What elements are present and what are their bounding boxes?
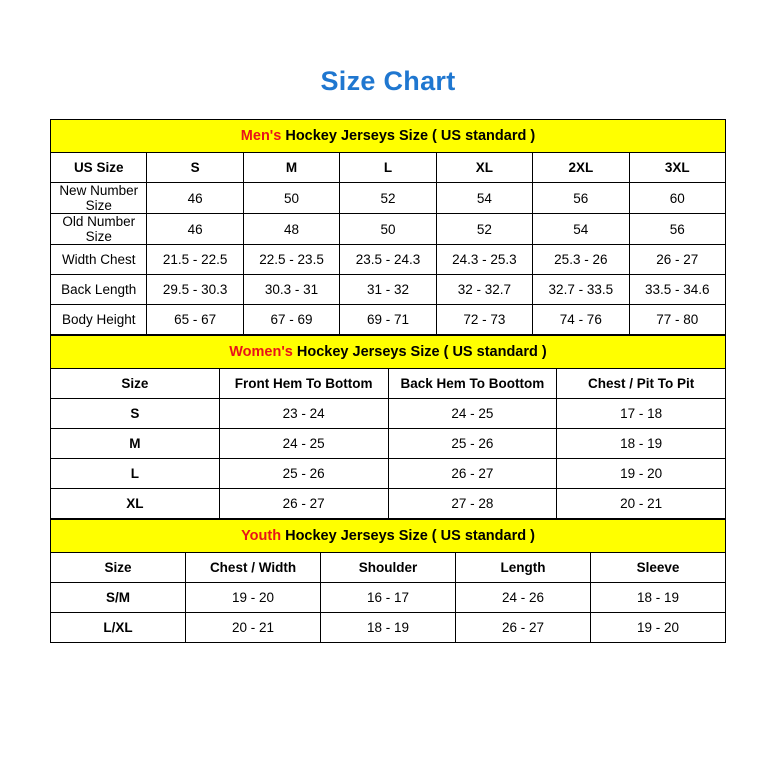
table-row xyxy=(51,613,726,643)
youth-row0-label: S/M xyxy=(51,583,186,613)
womens-row1-label: M xyxy=(51,429,220,459)
mens-header-row xyxy=(51,153,726,183)
mens-row1-cell-6: 56 xyxy=(629,214,725,245)
youth-header-cell-4: Sleeve xyxy=(591,553,726,583)
mens-row2-cell-1: 21.5 - 22.5 xyxy=(147,245,243,275)
womens-row3-cell-3: 20 - 21 xyxy=(557,489,726,519)
mens-row1-cell-1: 46 xyxy=(147,214,243,245)
mens-row0-cell-2: 50 xyxy=(243,183,339,214)
mens-banner-row xyxy=(51,120,726,153)
youth-row1-cell-3: 26 - 27 xyxy=(456,613,591,643)
youth-row1-label: L/XL xyxy=(51,613,186,643)
mens-row1-cell-4: 52 xyxy=(436,214,532,245)
mens-header-cell-0: US Size xyxy=(51,153,147,183)
youth-header-cell-2: Shoulder xyxy=(321,553,456,583)
womens-banner-rest: Hockey Jerseys Size ( US standard ) xyxy=(292,344,547,360)
womens-row1-cell-3: 18 - 19 xyxy=(557,429,726,459)
mens-row2-cell-3: 23.5 - 24.3 xyxy=(340,245,436,275)
youth-header-row xyxy=(51,553,726,583)
table-row xyxy=(51,245,726,275)
mens-row4-label: Body Height xyxy=(51,305,147,335)
womens-row2-cell-3: 19 - 20 xyxy=(557,459,726,489)
youth-banner-cell xyxy=(51,520,726,553)
womens-row3-cell-1: 26 - 27 xyxy=(219,489,388,519)
table-row xyxy=(51,214,726,245)
mens-header-cell-3: L xyxy=(340,153,436,183)
womens-banner-cell xyxy=(51,336,726,369)
mens-row3-cell-1: 29.5 - 30.3 xyxy=(147,275,243,305)
mens-header-cell-4: XL xyxy=(436,153,532,183)
womens-row3-cell-2: 27 - 28 xyxy=(388,489,557,519)
mens-banner-rest: Hockey Jerseys Size ( US standard ) xyxy=(281,128,536,144)
mens-row1-cell-3: 50 xyxy=(340,214,436,245)
mens-row4-cell-6: 77 - 80 xyxy=(629,305,725,335)
womens-header-row xyxy=(51,369,726,399)
mens-row4-cell-3: 69 - 71 xyxy=(340,305,436,335)
youth-banner-row xyxy=(51,520,726,553)
mens-row4-cell-1: 65 - 67 xyxy=(147,305,243,335)
womens-row0-cell-1: 23 - 24 xyxy=(219,399,388,429)
mens-size-table xyxy=(50,119,726,335)
table-row xyxy=(51,275,726,305)
mens-row2-cell-2: 22.5 - 23.5 xyxy=(243,245,339,275)
youth-header-cell-3: Length xyxy=(456,553,591,583)
table-row xyxy=(51,183,726,214)
mens-row1-cell-2: 48 xyxy=(243,214,339,245)
mens-row1-label: Old Number Size xyxy=(51,214,147,245)
mens-row3-cell-3: 31 - 32 xyxy=(340,275,436,305)
mens-row1-cell-5: 54 xyxy=(533,214,629,245)
womens-row2-label: L xyxy=(51,459,220,489)
mens-row3-cell-4: 32 - 32.7 xyxy=(436,275,532,305)
mens-row2-label: Width Chest xyxy=(51,245,147,275)
mens-row0-cell-3: 52 xyxy=(340,183,436,214)
table-row xyxy=(51,429,726,459)
womens-header-cell-3: Chest / Pit To Pit xyxy=(557,369,726,399)
mens-banner-cell xyxy=(51,120,726,153)
youth-row1-cell-2: 18 - 19 xyxy=(321,613,456,643)
mens-header-cell-2: M xyxy=(243,153,339,183)
mens-banner-accent: Men's xyxy=(240,128,282,144)
womens-header-cell-0: Size xyxy=(51,369,220,399)
mens-row3-cell-5: 32.7 - 33.5 xyxy=(533,275,629,305)
womens-row2-cell-1: 25 - 26 xyxy=(219,459,388,489)
youth-row0-cell-3: 24 - 26 xyxy=(456,583,591,613)
youth-header-cell-1: Chest / Width xyxy=(186,553,321,583)
youth-row0-cell-2: 16 - 17 xyxy=(321,583,456,613)
table-row xyxy=(51,583,726,613)
mens-row2-cell-5: 25.3 - 26 xyxy=(533,245,629,275)
mens-row4-cell-4: 72 - 73 xyxy=(436,305,532,335)
youth-size-table xyxy=(50,519,726,643)
mens-row0-cell-6: 60 xyxy=(629,183,725,214)
youth-header-cell-0: Size xyxy=(51,553,186,583)
womens-row2-cell-2: 26 - 27 xyxy=(388,459,557,489)
youth-row0-cell-1: 19 - 20 xyxy=(186,583,321,613)
womens-header-cell-1: Front Hem To Bottom xyxy=(219,369,388,399)
mens-header-cell-5: 2XL xyxy=(533,153,629,183)
womens-size-table xyxy=(50,335,726,519)
mens-row3-cell-2: 30.3 - 31 xyxy=(243,275,339,305)
womens-row1-cell-1: 24 - 25 xyxy=(219,429,388,459)
size-chart-page xyxy=(0,66,776,758)
mens-row3-label: Back Length xyxy=(51,275,147,305)
youth-banner-rest: Hockey Jerseys Size ( US standard ) xyxy=(281,528,535,544)
youth-banner-accent: Youth xyxy=(241,528,282,544)
womens-row1-cell-2: 25 - 26 xyxy=(388,429,557,459)
womens-banner-row xyxy=(51,336,726,369)
mens-row0-cell-4: 54 xyxy=(436,183,532,214)
mens-row0-label: New Number Size xyxy=(51,183,147,214)
womens-row0-label: S xyxy=(51,399,220,429)
table-row xyxy=(51,305,726,335)
table-row xyxy=(51,489,726,519)
mens-header-cell-1: S xyxy=(147,153,243,183)
mens-row2-cell-6: 26 - 27 xyxy=(629,245,725,275)
mens-row4-cell-2: 67 - 69 xyxy=(243,305,339,335)
table-row xyxy=(51,399,726,429)
mens-row3-cell-6: 33.5 - 34.6 xyxy=(629,275,725,305)
youth-row0-cell-4: 18 - 19 xyxy=(591,583,726,613)
table-row xyxy=(51,459,726,489)
youth-row1-cell-1: 20 - 21 xyxy=(186,613,321,643)
page-title: Size Chart xyxy=(320,66,456,96)
womens-row0-cell-2: 24 - 25 xyxy=(388,399,557,429)
womens-header-cell-2: Back Hem To Boottom xyxy=(388,369,557,399)
size-tables-container xyxy=(50,119,726,643)
mens-row0-cell-5: 56 xyxy=(533,183,629,214)
mens-row0-cell-1: 46 xyxy=(147,183,243,214)
womens-row0-cell-3: 17 - 18 xyxy=(557,399,726,429)
womens-banner-accent: Women's xyxy=(229,344,293,360)
mens-row4-cell-5: 74 - 76 xyxy=(533,305,629,335)
womens-row3-label: XL xyxy=(51,489,220,519)
mens-header-cell-6: 3XL xyxy=(629,153,725,183)
youth-row1-cell-4: 19 - 20 xyxy=(591,613,726,643)
mens-row2-cell-4: 24.3 - 25.3 xyxy=(436,245,532,275)
